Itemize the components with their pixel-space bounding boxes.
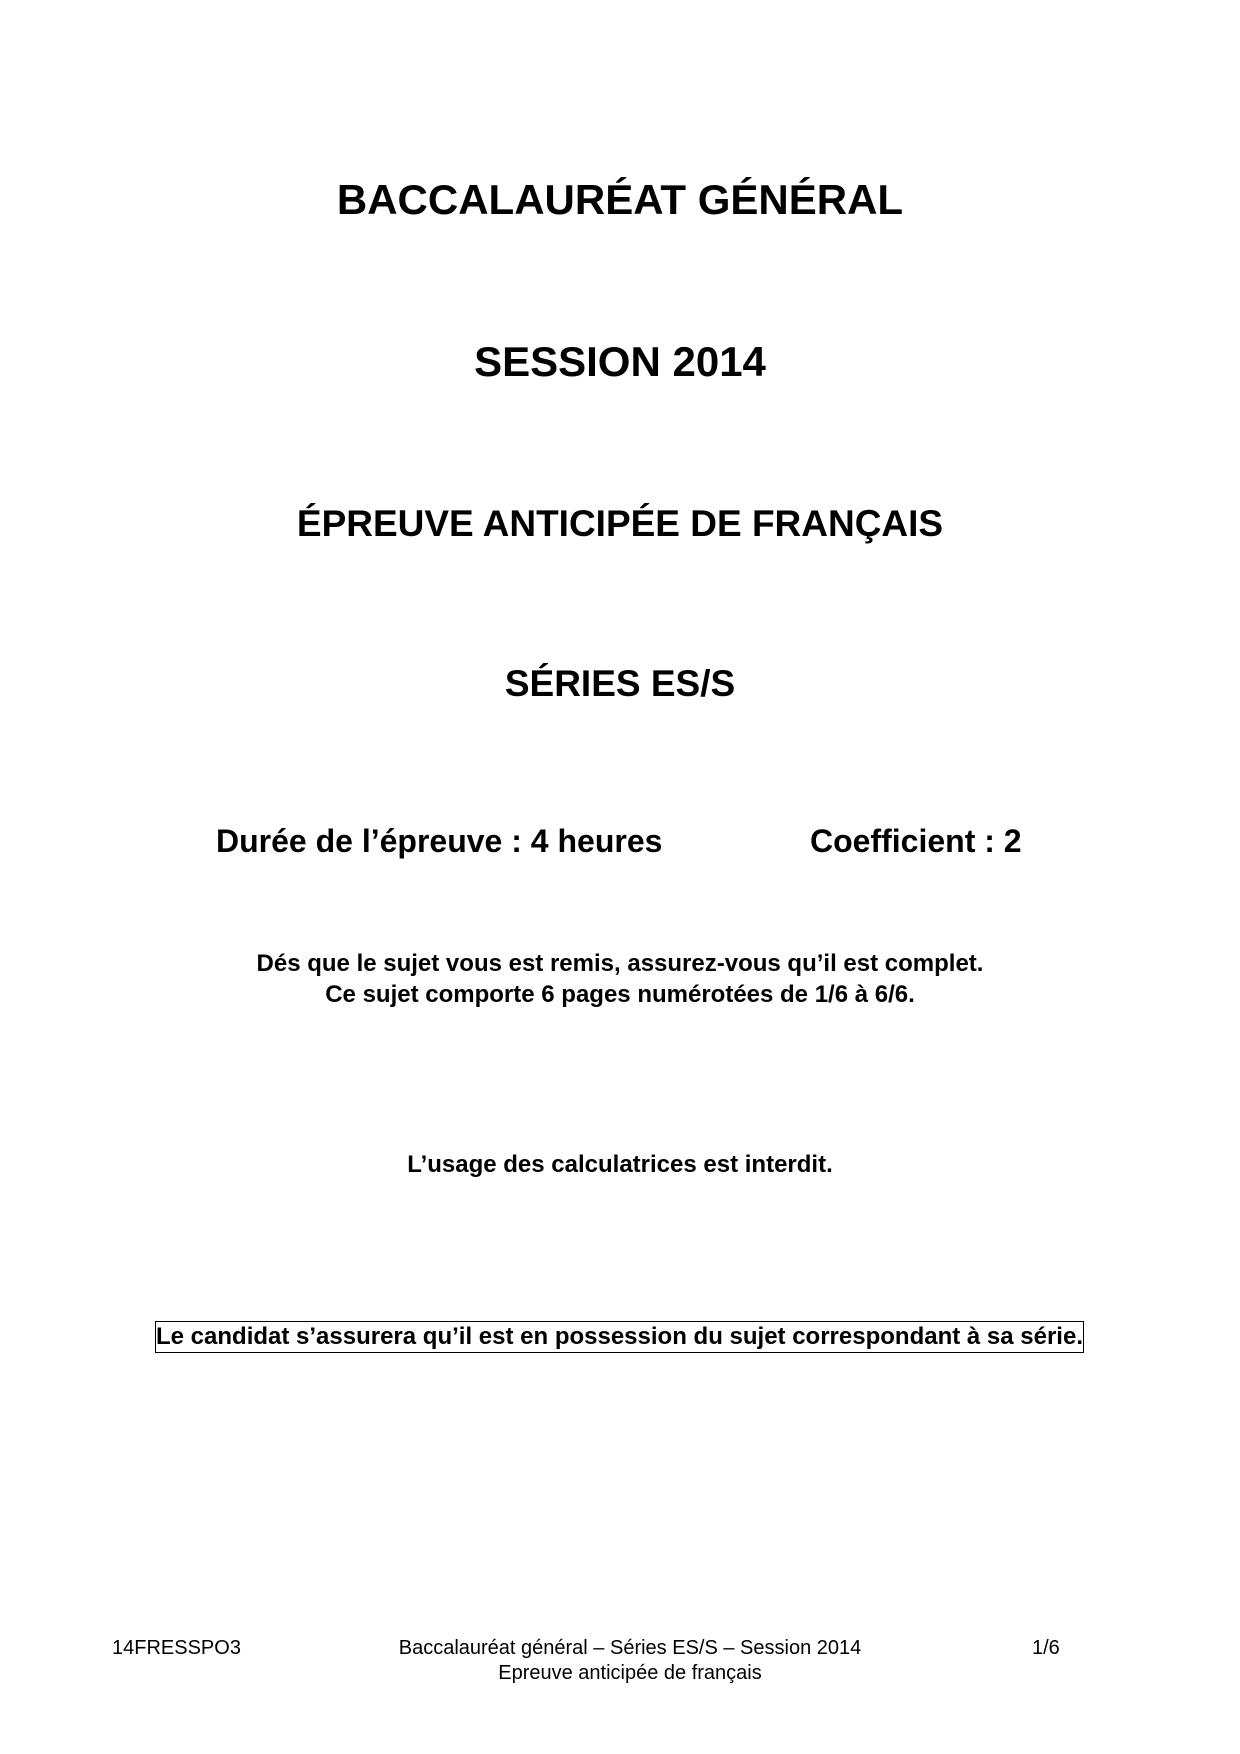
instructions-line-1: Dés que le sujet vous est remis, assurez-vous qu’il est complet. (256, 950, 984, 977)
footer-description-line-1: Baccalauréat général – Séries ES/S – Session 2014 (398, 1637, 862, 1659)
series-title: SÉRIES ES/S (504, 663, 736, 704)
exam-name: ÉPREUVE ANTICIPÉE DE FRANÇAIS (296, 503, 944, 544)
session-title: SESSION 2014 (474, 338, 766, 385)
instructions-block (0, 948, 1240, 1010)
calculator-rule: L’usage des calculatrices est interdit. (407, 1151, 833, 1178)
footer-description (390, 1636, 870, 1686)
series-check-note: Le candidat s’assurera qu’il est en possession du sujet correspondant à sa série. (155, 1321, 1084, 1353)
footer-code: 14FRESSPO3 (112, 1637, 241, 1659)
exam-duration: Durée de l’épreuve : 4 heures (216, 823, 663, 859)
instructions-line-2: Ce sujet comporte 6 pages numérotées de 1/6 à 6/6. (325, 981, 915, 1008)
footer-description-line-2: Epreuve anticipée de français (498, 1662, 762, 1684)
exam-coefficient: Coefficient : 2 (810, 823, 1022, 859)
exam-title: BACCALAURÉAT GÉNÉRAL (336, 176, 904, 223)
footer-page-number: 1/6 (1032, 1637, 1060, 1659)
